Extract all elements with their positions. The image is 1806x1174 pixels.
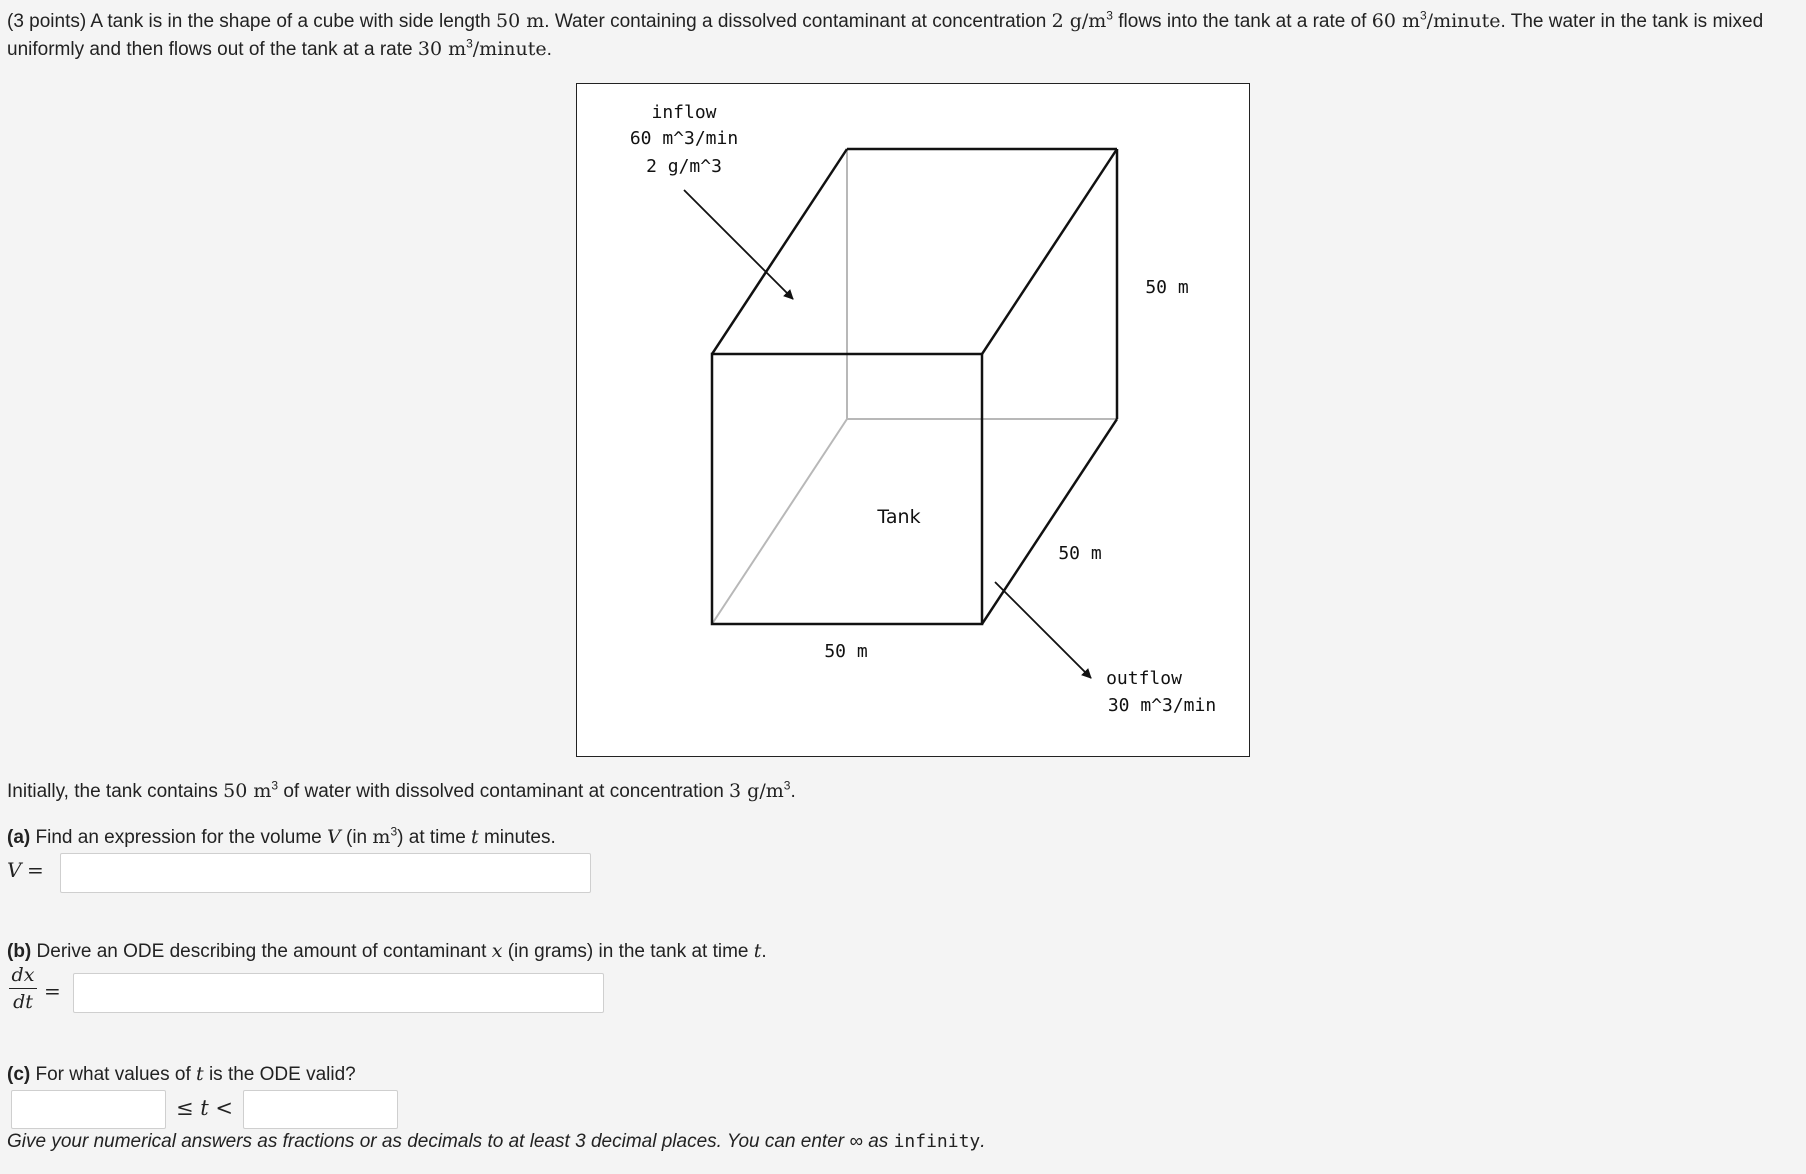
infinity-code: infinity [893, 1131, 981, 1152]
problem-statement-line2: uniformly and then flows out of the tank at a rate 30 $m^3$/minute. [7, 36, 552, 60]
initial-condition: Initially, the tank contains 50 $m^3$ of water with dissolved contaminant at concentration 3 $g/m^3$. [7, 778, 796, 802]
fraction-numerator: dx [9, 964, 37, 989]
dim-depth-label: 50 m [1058, 543, 1102, 564]
dim-width-label: 50 m [824, 641, 868, 662]
inflow-label: inflow [651, 102, 717, 123]
cube-figure [577, 84, 1248, 755]
lower-bound-input[interactable] [11, 1090, 166, 1129]
hidden-edges [712, 149, 1117, 624]
inequality-symbol: ≤ t < [176, 1096, 233, 1120]
volume-answer-input[interactable] [60, 853, 591, 893]
outflow-rate-label: 30 m^3/min [1107, 695, 1217, 716]
part-b-equals: = [44, 979, 61, 1003]
fraction-denominator: dt [13, 991, 33, 1013]
ode-answer-input[interactable] [73, 973, 604, 1013]
dim-height-label: 50 m [1145, 277, 1189, 298]
answer-format-note: Give your numerical answers as fractions or as decimals to at least 3 decimal places. You can enter ∞ as infinity. [7, 1131, 986, 1152]
dxdt-fraction [9, 964, 37, 1013]
outflow-arrow [995, 582, 1091, 678]
part-c-question: (c) For what values of t is the ODE valid? [7, 1063, 356, 1085]
part-a-lhs: V = [7, 858, 44, 882]
inflow-rate-label: 60 m^3/min [629, 128, 739, 149]
tank-diagram [576, 83, 1250, 757]
tank-label: Tank [877, 506, 921, 528]
upper-bound-input[interactable] [243, 1090, 398, 1129]
problem-statement: (3 points) A tank is in the shape of a cube with side length 50 m. Water containing a dissolved contaminant at concentration 2 $g/m^3$ flows into the tank at a rate of 60 $m^3$/minute. The water in the tank is mixed [7, 8, 1764, 32]
part-b-question: (b) Derive an ODE describing the amount of contaminant x (in grams) in the tank at time t. [7, 940, 767, 962]
inflow-arrow [684, 190, 793, 299]
part-a-question: (a) Find an expression for the volume V (in $m^3$) at time t minutes. [7, 824, 556, 848]
outflow-label: outflow [1106, 668, 1182, 689]
inflow-conc-label: 2 g/m^3 [646, 156, 722, 177]
visible-edges [712, 149, 1117, 624]
